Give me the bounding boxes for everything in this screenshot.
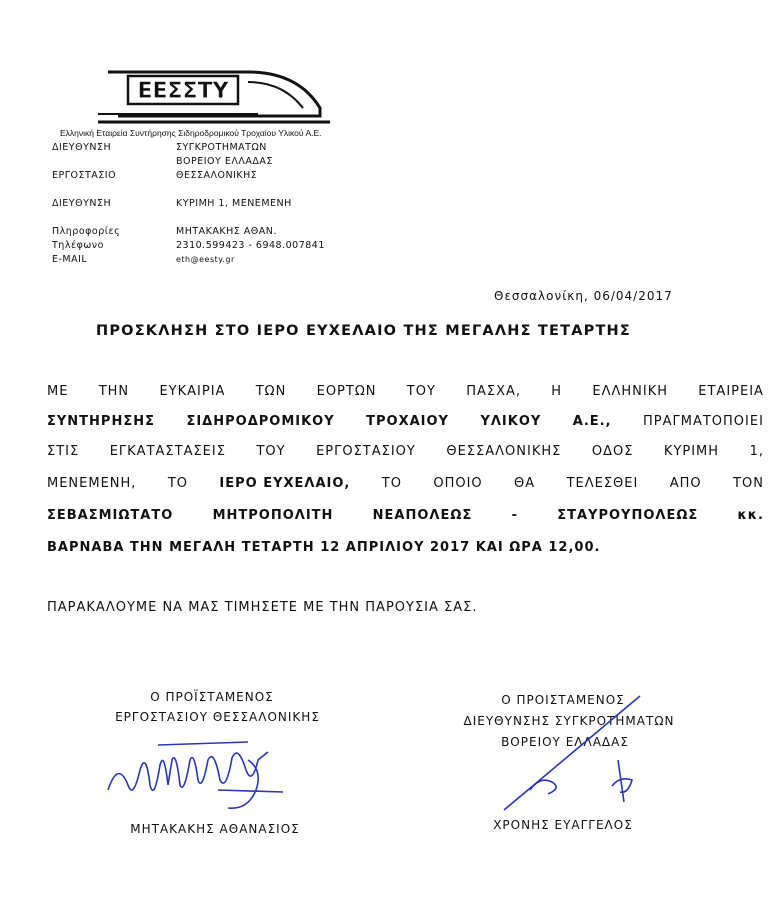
body-word: ΟΠΟΙΟ [433,476,483,491]
body-word: Η [551,384,563,399]
right-signer-title-2: ΔΙΕΥΘΥΝΣΗΣ ΣΥΓΚΡΟΤΗΜΑΤΩΝ [463,714,675,728]
info-label: Πληροφορίες [52,226,121,237]
body-word: ΚΥΡΙΜΗ [663,444,720,459]
direction-value-line2: ΒΟΡΕΙΟΥ ΕΛΛΑΔΑΣ [176,156,273,167]
direction-value-line1: ΣΥΓΚΡΟΤΗΜΑΤΩΝ [176,142,267,153]
body-word: ΜΗΤΡΟΠΟΛΙΤΗ [212,508,334,523]
body-word: ΝΕΑΠΟΛΕΩΣ [372,508,473,523]
right-signer-title-3: ΒΟΡΕΙΟΥ ΕΛΛΑΔΑΣ [501,735,629,749]
body-word: ΤΟΝ [733,476,764,491]
body-word: ΣΤΑΥΡΟΥΠΟΛΕΩΣ [557,508,699,523]
factory-label: ΕΡΓΟΣΤΑΣΙΟ [52,170,117,181]
body-word: ΤΟΥ [406,384,436,399]
left-signer-title-1: Ο ΠΡΟΪΣΤΑΜΕΝΟΣ [150,690,274,704]
address-label: ΔΙΕΥΘΥΝΣΗ [52,198,112,209]
body-word: ΠΡΑΓΜΑΤΟΠΟΙΕΙ [643,414,764,429]
address-value: ΚΥΡΙΜΗ 1, ΜΕΝΕΜΕΝΗ [176,198,292,209]
body-word: ΑΠΟ [669,476,702,491]
body-word: ΥΛΙΚΟΥ [480,414,542,429]
body-word: ΕΟΡΤΩΝ [316,384,377,399]
body-word: ΣΤΙΣ [47,444,80,459]
left-signer-title-2: ΕΡΓΟΣΤΑΣΙΟΥ ΘΕΣΣΑΛΟΝΙΚΗΣ [115,710,320,724]
closing-text: ΠΑΡΑΚΑΛΟΥΜΕ ΝΑ ΜΑΣ ΤΙΜΗΣΕΤΕ ΜΕ ΤΗΝ ΠΑΡΟΥΣΙΑ ΣΑΣ. [47,600,478,615]
body-word: ΕΤΑΙΡΕΙΑ [698,384,764,399]
body-word: ΤΟΥ [256,444,286,459]
body-word: ΟΔΟΣ [591,444,634,459]
letter-date: Θεσσαλονίκη, 06/04/2017 [494,289,673,303]
body-word: ΘΕΣΣΑΛΟΝΙΚΗΣ [446,444,562,459]
direction-label: ΔΙΕΥΘΥΝΣΗ [52,142,112,153]
body-word: ΤΟ [381,476,402,491]
company-full-name: Ελληνική Εταιρεία Συντήρησης Σιδηροδρομικού Τροχαίου Υλικού Α.Ε. [60,128,322,138]
svg-text:ΕΕΣΣΤΥ: ΕΕΣΣΤΥ [137,79,229,104]
body-word: ΤΡΟΧΑΙΟΥ [366,414,449,429]
body-word: ΕΥΚΑΙΡΙΑ [159,384,226,399]
body-word: ΘΑ [514,476,536,491]
info-value: ΜΗΤΑΚΑΚΗΣ ΑΘΑΝ. [176,226,277,237]
phone-value: 2310.599423 - 6948.007841 [176,240,325,251]
body-word: ΤΗΝ [98,384,130,399]
body-word: ΙΕΡΟ ΕΥΧΕΛΑΙΟ, [219,476,351,491]
body-word: ΕΓΚΑΤΑΣΤΑΣΕΙΣ [109,444,226,459]
body-word: ΣΕΒΑΣΜΙΩΤΑΤΟ [47,508,174,523]
body-word: Α.Ε., [572,414,612,429]
body-line-6: ΒΑΡΝΑΒΑ ΤΗΝ ΜΕΓΑΛΗ ΤΕΤΑΡΤΗ 12 ΑΠΡΙΛΙΟΥ 2017 ΚΑΙ ΩΡΑ 12,00. [47,540,601,555]
body-line-4 [47,476,764,491]
right-signature-icon [500,690,660,820]
body-line-5 [47,508,764,523]
company-logo [60,64,310,134]
left-signer-name: ΜΗΤΑΚΑΚΗΣ ΑΘΑΝΑΣΙΟΣ [130,822,300,836]
left-signature-icon [98,730,288,820]
body-word: ΠΑΣΧΑ, [466,384,522,399]
body-word: - [511,508,518,523]
body-line-1 [47,384,764,399]
body-word: ΕΡΓΟΣΤΑΣΙΟΥ [316,444,416,459]
train-logo-icon [98,64,338,124]
body-word: 1, [749,444,764,459]
email-value[interactable]: eth@eesty.gr [176,255,235,264]
right-signer-title-1: Ο ΠΡΟΙΣΤΑΜΕΝΟΣ [501,693,625,707]
email-label: E-MAIL [52,254,88,265]
factory-value: ΘΕΣΣΑΛΟΝΙΚΗΣ [176,170,258,181]
body-word: ΤΟ [167,476,189,491]
body-word: ΣΙΔΗΡΟΔΡΟΜΙΚΟΥ [186,414,335,429]
body-word: κκ. [737,508,764,523]
body-line-3 [47,444,764,459]
body-word: ΜΕΝΕΜΕΝΗ, [47,476,137,491]
body-word: ΣΥΝΤΗΡΗΣΗΣ [47,414,155,429]
letter-title: ΠΡΟΣΚΛΗΣΗ ΣΤΟ ΙΕΡΟ ΕΥΧΕΛΑΙΟ ΤΗΣ ΜΕΓΑΛΗΣ ΤΕΤΑΡΤΗΣ [96,323,632,339]
right-signer-name: ΧΡΟΝΗΣ ΕΥΑΓΓΕΛΟΣ [493,818,633,832]
body-word: ΤΩΝ [255,384,287,399]
body-word: ΤΕΛΕΣΘΕΙ [566,476,639,491]
body-word: ΕΛΛΗΝΙΚΗ [592,384,668,399]
body-line-2 [47,414,764,429]
body-word: ΜΕ [47,384,69,399]
phone-label: Τηλέφωνο [52,240,104,251]
